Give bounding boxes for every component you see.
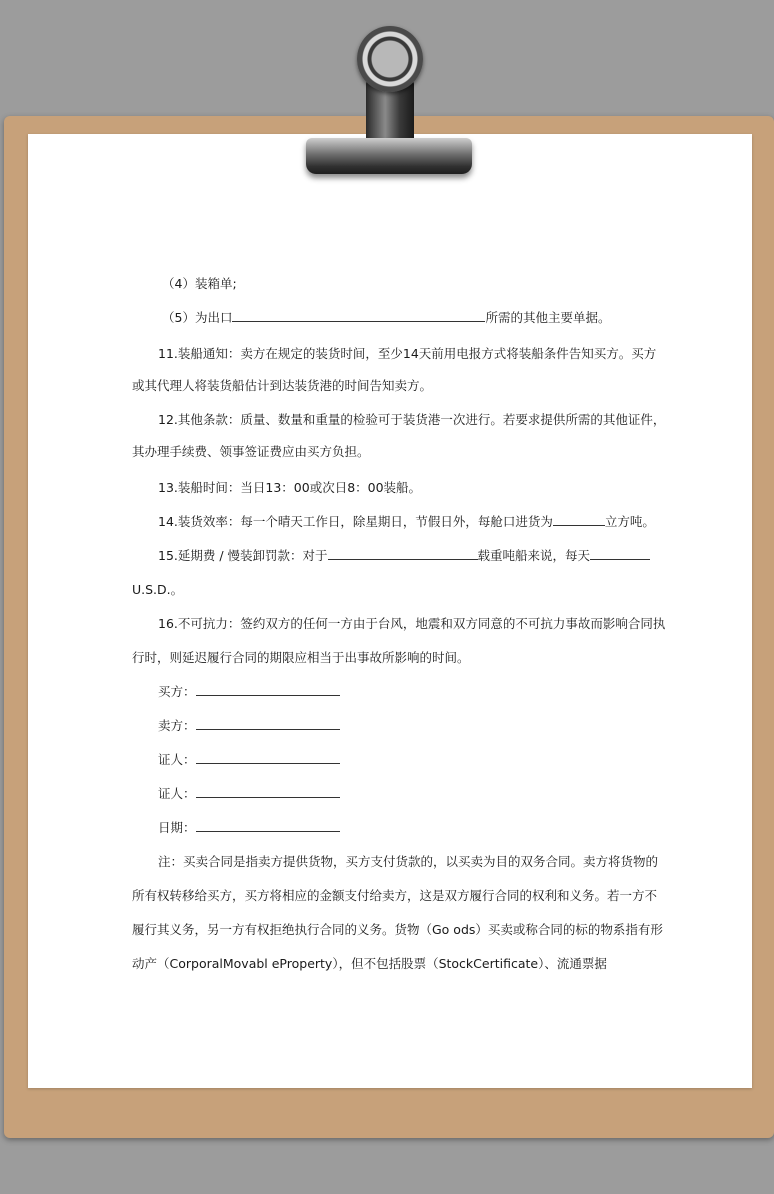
text-line: 14.装货效率：每一个晴天工作日，除星期日，节假日外，每舱口进货为 立方吨。 <box>158 514 655 529</box>
signature-buyer: 买方： <box>158 682 340 700</box>
signature-date: 日期： <box>158 818 340 836</box>
text-line: 注：买卖合同是指卖方提供货物，买方支付货款的，以买卖为目的双务合同。卖方将货物的 <box>158 854 659 869</box>
text-line: 或其代理人将装货船估计到达装货港的时间告知卖方。 <box>132 378 433 393</box>
text-line: 13.装船时间：当日13：00或次日8：00装船。 <box>158 480 422 495</box>
blank-line <box>553 513 605 526</box>
blank-line <box>590 547 650 560</box>
text-line: 15.延期费 / 慢装卸罚款：对于 载重吨船来说，每天 <box>158 546 650 564</box>
signature-witness: 证人： <box>158 750 340 768</box>
text-line: 16.不可抗力：签约双方的任何一方由于台风，地震和双方同意的不可抗力事故而影响合同执 <box>158 616 666 631</box>
blank-line <box>196 683 340 696</box>
text-line: 11.装船通知：卖方在规定的装货时间，至少14天前用电报方式将装船条件告知买方。买方 <box>158 346 657 361</box>
blank-line <box>196 751 340 764</box>
text-line: 行时，则延迟履行合同的期限应相当于出事故所影响的时间。 <box>132 650 470 665</box>
signature-seller: 卖方： <box>158 716 340 734</box>
clip-base <box>306 138 472 174</box>
text-line: （4）装箱单; <box>162 276 237 291</box>
text-line: 所有权转移给买方，买方将相应的金额支付给卖方，这是双方履行合同的权利和义务。若一方不 <box>132 888 658 903</box>
text-line: 其办理手续费、领事签证费应由买方负担。 <box>132 444 370 459</box>
blank-line <box>196 717 340 730</box>
text-line: 动产（CorporalMovabl eProperty），但不包括股票（StockCertificate）、流通票据 <box>132 956 607 971</box>
blank-line <box>232 309 485 322</box>
text-line: 12.其他条款：质量、数量和重量的检验可于装货港一次进行。若要求提供所需的其他证件， <box>158 412 666 427</box>
blank-line <box>196 785 340 798</box>
text-line: 履行其义务，另一方有权拒绝执行合同的义务。货物（Go ods）买卖或称合同的标的物系指有形 <box>132 922 663 937</box>
document-page <box>28 134 752 1088</box>
blank-line <box>196 819 340 832</box>
text-line: （5）为出口 所需的其他主要单据。 <box>162 310 611 325</box>
signature-witness: 证人： <box>158 784 340 802</box>
clip-ring-icon <box>357 26 423 92</box>
blank-line <box>328 547 478 560</box>
text-line: U.S.D.。 <box>132 582 184 597</box>
